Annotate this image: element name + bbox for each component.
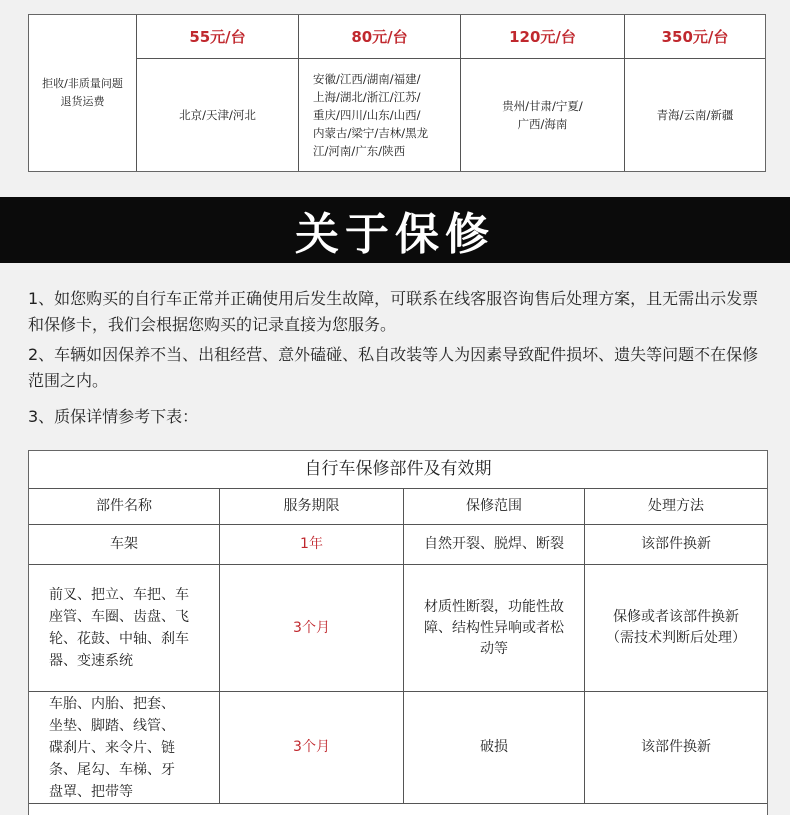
header-service-period: 服务期限 [220,489,404,525]
row-consumables-parts: 车胎、内胎、把套、 坐垫、脚踏、线管、 碟刹片、来令片、链 条、尾勾、车梯、牙 盘罩、把带等 [29,692,220,804]
row-components-method: 保修或者该部件换新 （需技术判断后处理） [585,565,767,692]
row-components-parts: 前叉、把立、车把、车 座管、车圈、齿盘、飞 轮、花鼓、中轴、刹车 器、变速系统 [29,565,220,692]
row-frame-scope: 自然开裂、脱焊、断裂 [404,525,585,565]
price-55: 55元/台 [137,15,299,59]
row-components-period: 3个月 [220,565,404,692]
row-consumables-scope: 破损 [404,692,585,804]
price-350: 350元/台 [625,15,765,59]
header-handling-method: 处理方法 [585,489,767,525]
shipping-fee-table [28,14,766,172]
banner-title: 关于保修 [295,209,495,260]
warranty-table [28,450,768,815]
header-warranty-scope: 保修范围 [404,489,585,525]
row-components-scope: 材质性断裂，功能性故 障、结构性异响或者松 动等 [404,565,585,692]
regions-80: 安徽/江西/湖南/福建/ 上海/湖北/浙江/江苏/ 重庆/四川/山东/山西/ 内蒙古/梁宁/吉林/黑龙 江/河南/广东/陕西 [299,59,461,171]
row-consumables-period: 3个月 [220,692,404,804]
regions-55: 北京/天津/河北 [137,59,299,171]
shipping-row-label: 拒收/非质量问题 退货运费 [29,15,137,171]
header-part-name: 部件名称 [29,489,220,525]
row-frame-parts: 车架 [29,525,220,565]
warranty-table-title: 自行车保修部件及有效期 [29,451,767,489]
row-frame-period: 1年 [220,525,404,565]
paragraph-3: 3、质保详情参考下表： [28,407,199,426]
price-80: 80元/台 [299,15,461,59]
price-120: 120元/台 [461,15,625,59]
paragraph-1: 1、如您购买的自行车正常并正确使用后发生故障，可联系在线客服咨询售后处理方案，且无需出示发票和保修卡，我们会根据您购买的记录直接为您服务。 [28,289,759,334]
paragraph-2: 2、车辆如因保养不当、出租经营、意外磕碰、私自改装等人为因素导致配件损坏、遗失等问题不在保修范围之内。 [28,345,759,390]
row-frame-method: 该部件换新 [585,525,767,565]
warranty-banner [0,197,790,263]
regions-120: 贵州/甘肃/宁夏/ 广西/海南 [461,59,625,171]
row-consumables-method: 该部件换新 [585,692,767,804]
regions-350: 青海/云南/新疆 [656,108,734,122]
